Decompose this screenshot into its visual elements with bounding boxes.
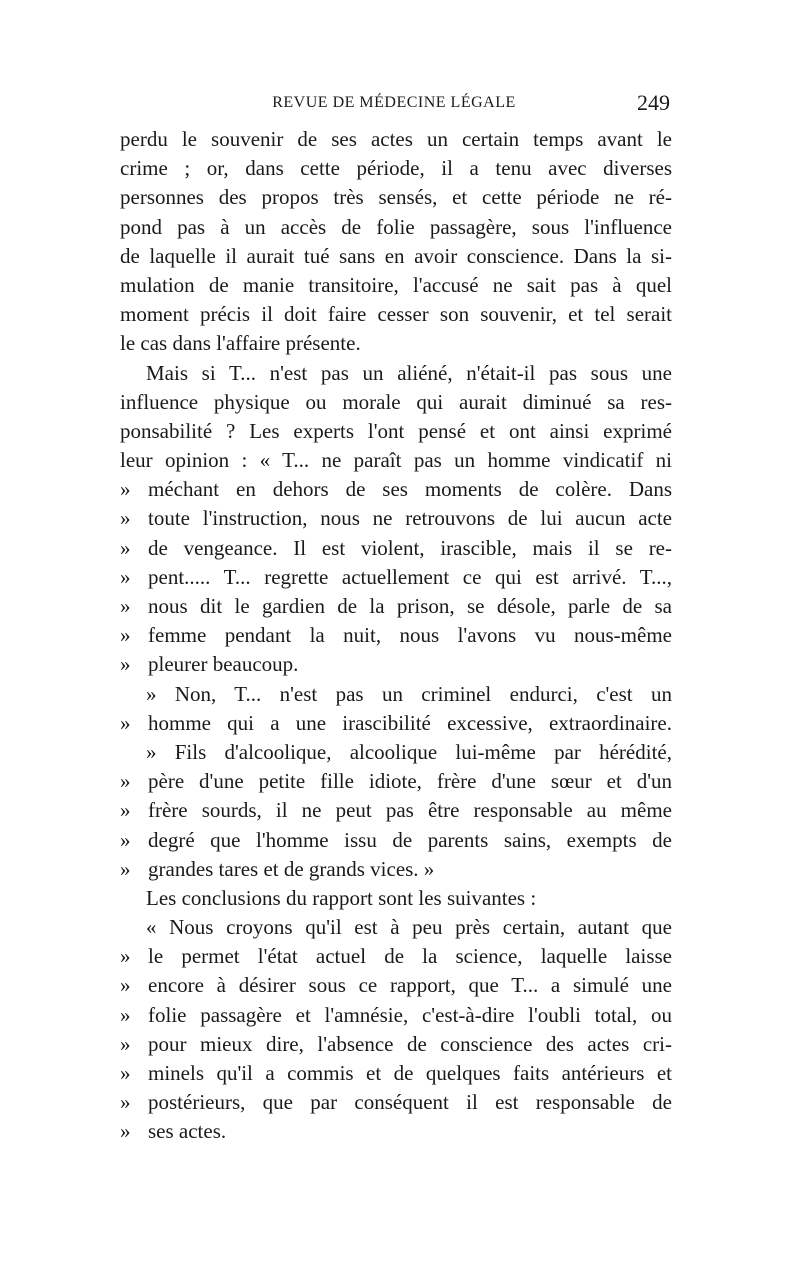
text-line [120,213,672,242]
quote-mark: » [120,798,131,823]
line-text: influence physique ou morale qui aurait diminué sa res- [120,389,672,414]
text-line [120,329,672,358]
text-line [120,242,672,271]
page-number: 249 [637,90,670,115]
line-text: grandes tares et de grands vices. » [148,856,435,881]
quote-mark: » [120,1090,131,1115]
quote-mark: » [120,652,131,677]
line-text: mulation de manie transitoire, l'accusé ne sait pas à quel [120,272,672,297]
text-line [120,446,672,475]
line-text: leur opinion : « T... ne paraît pas un homme vindicatif ni [120,448,672,473]
line-text: pond pas à un accès de folie passagère, sous l'influence [120,214,672,239]
quote-mark: » [120,973,131,998]
running-title: REVUE DE MÉDECINE LÉGALE [272,94,516,111]
quote-mark: » [120,769,131,794]
quote-mark: » [120,827,131,852]
page-header [118,92,670,118]
line-text: « Nous croyons qu'il est à peu près certain, autant que [146,915,672,940]
line-text: femme pendant la nuit, nous l'avons vu nous-même [148,623,672,648]
line-text: crime ; or, dans cette période, il a tenu avec diverses [120,156,672,181]
text-line [120,738,672,767]
line-text: ponsabilité ? Les experts l'ont pensé et ont ainsi exprimé [120,418,672,443]
line-text: homme qui a une irascibilité excessive, extraordinaire. [148,710,672,735]
line-text: personnes des propos très sensés, et cette période ne ré- [120,185,672,210]
line-text: moment précis il doit faire cesser son souvenir, et tel serait [120,302,672,327]
quote-mark: » [120,1031,131,1056]
quote-mark: » [120,1119,131,1144]
text-line [120,271,672,300]
quote-mark: » [120,1002,131,1027]
quote-mark: » [120,564,131,589]
line-text: ses actes. [148,1119,227,1144]
quote-mark: » [120,594,131,618]
text-line [120,125,672,154]
line-text: frère sourds, il ne peut pas être responsable au même [148,798,672,823]
quote-mark: » [120,856,131,881]
text-line [120,884,672,913]
line-text: toute l'instruction, nous ne retrouvons de lui aucun acte [148,506,672,531]
line-text: nous dit le gardien de la prison, se désole, parle de sa [148,594,672,618]
quote-mark: » [120,477,131,502]
line-text: encore à désirer sous ce rapport, que T... a simulé une [148,973,672,998]
text-line [120,563,672,592]
line-text: » Fils d'alcoolique, alcoolique lui-même par hérédité, [146,739,672,764]
text-line [120,855,672,884]
text-line [120,796,672,825]
text-line [120,680,672,709]
text-line [120,1001,672,1030]
line-text: de laquelle il aurait tué sans en avoir conscience. Dans la si- [120,243,672,268]
line-text: Mais si T... n'est pas un aliéné, n'était-il pas sous une [146,360,672,385]
line-text: folie passagère et l'amnésie, c'est-à-dire l'oubli total, ou [148,1002,672,1027]
line-text: pent..... T... regrette actuellement ce qui est arrivé. T..., [148,564,672,589]
text-line [120,154,672,183]
text-line [120,826,672,855]
line-text: père d'une petite fille idiote, frère d'une sœur et d'un [148,769,672,794]
line-text: le cas dans l'affaire présente. [120,331,361,356]
text-line [120,1059,672,1088]
line-text: méchant en dehors de ses moments de colère. Dans [148,477,672,502]
text-line [120,1117,672,1146]
line-text: pour mieux dire, l'absence de conscience des actes cri- [148,1031,672,1056]
text-line [120,504,672,533]
text-line [120,709,672,738]
text-line [120,475,672,504]
quote-mark: » [120,623,131,648]
text-line [120,1088,672,1117]
text-line [120,913,672,942]
text-line [120,942,672,971]
line-text: degré que l'homme issu de parents sains, exempts de [148,827,672,852]
text-line [120,534,672,563]
line-text: postérieurs, que par conséquent il est responsable de [148,1090,672,1115]
line-text: » Non, T... n'est pas un criminel endurci, c'est un [146,681,672,706]
line-text: le permet l'état actuel de la science, laquelle laisse [148,944,672,969]
text-line [120,650,672,679]
body-text [120,125,672,1147]
text-line [120,300,672,329]
text-line [120,767,672,796]
line-text: Les conclusions du rapport sont les suivantes : [146,885,537,910]
quote-mark: » [120,944,131,969]
text-line [120,621,672,650]
text-line [120,592,672,621]
line-text: perdu le souvenir de ses actes un certain temps avant le [120,127,672,151]
text-line [120,388,672,417]
quote-mark: » [120,535,131,560]
text-line [120,1030,672,1059]
text-line [120,183,672,212]
text-line [120,359,672,388]
line-text: de vengeance. Il est violent, irascible, mais il se re- [148,535,672,560]
quote-mark: » [120,1061,131,1085]
text-line [120,971,672,1000]
text-line [120,417,672,446]
line-text: pleurer beaucoup. [148,652,299,677]
quote-mark: » [120,710,131,735]
line-text: minels qu'il a commis et de quelques faits antérieurs et [148,1061,672,1085]
quote-mark: » [120,506,131,531]
